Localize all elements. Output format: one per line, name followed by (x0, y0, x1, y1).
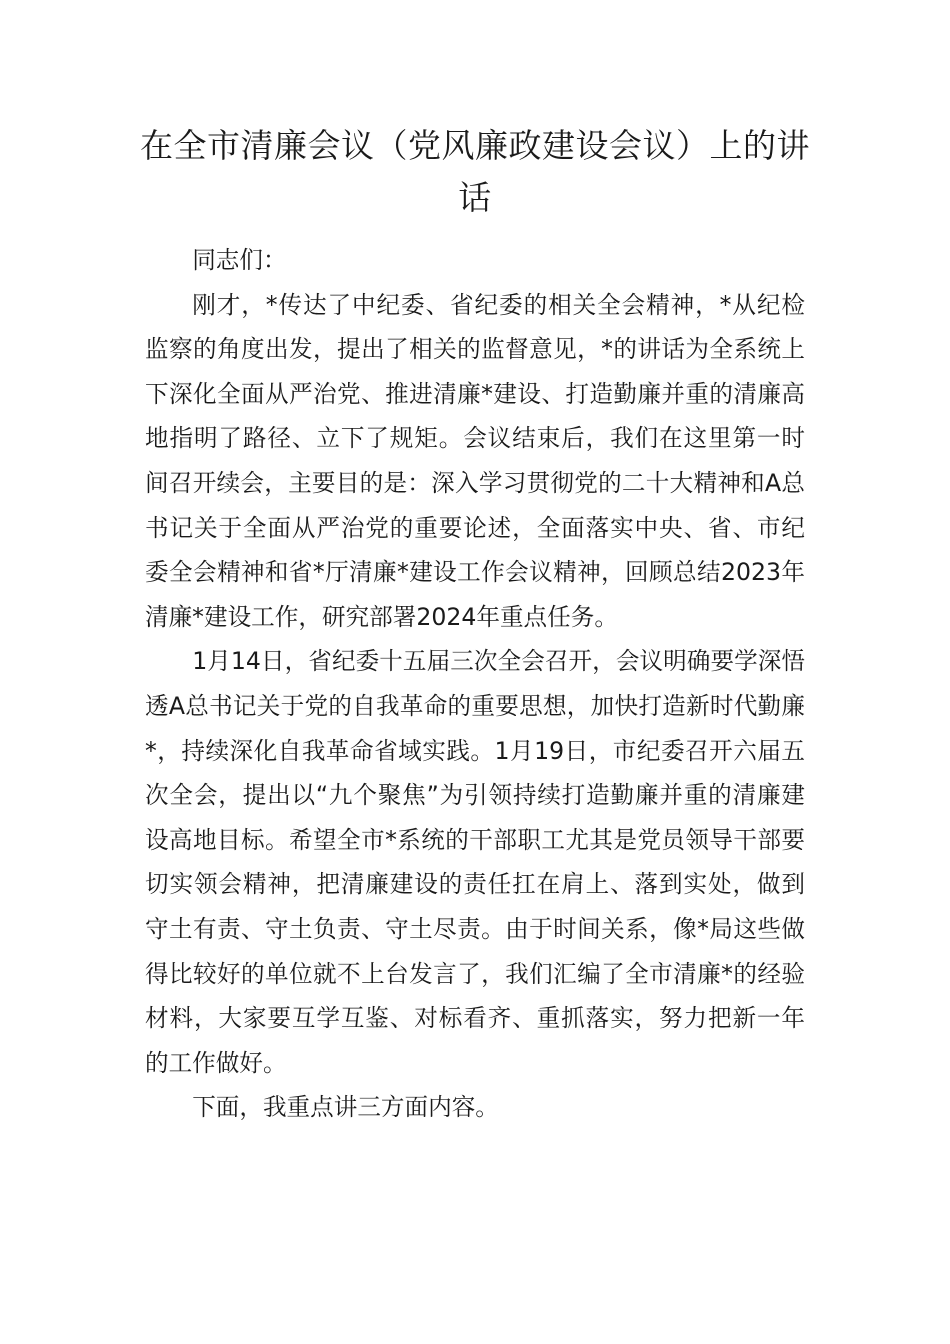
salutation: 同志们： (192, 246, 287, 274)
paragraph-3: 下面，我重点讲三方面内容。 (192, 1093, 499, 1122)
paragraph-2: 1月14日，省纪委十五届三次全会召开，会议明确要学深悟透A总书记关于党的自我革命的重要思想，加快打造新时代勤廉*，持续深化自我革命省域实践。1月19日，市纪委召开六届五次全会，提出以“九个聚焦”为引领持续打造勤廉并重的清廉建设高地目标。希望全市*系统的干部职工尤其是党员领导干部要切实领会精神，把清廉建设的责任扛在肩上、落到实处，做到守土有责、守土负责、守土尽责。由于时间关系，像*局这些做得比较好的单位就不上台发言了，我们汇编了全市清廉*的经验材料，大家要互学互鉴、对标看齐、重抓落实，努力把新一年的工作做好。 (145, 647, 805, 1077)
paragraph-1: 刚才，*传达了中纪委、省纪委的相关全会精神，*从纪检监察的角度出发，提出了相关的监督意见，*的讲话为全系统上下深化全面从严治党、推进清廉*建设、打造勤廉并重的清廉高地指明了路径、立下了规矩。会议结束后，我们在这里第一时间召开续会，主要目的是：深入学习贯彻党的二十大精神和A总书记关于全面从严治党的重要论述，全面落实中央、省、市纪委全会精神和省*厅清廉*建设工作会议精神，回顾总结2023年清廉*建设工作，研究部署2024年重点任务。 (145, 290, 805, 631)
document-title: 在全市清廉会议（党风廉政建设会议）上的讲话 (140, 126, 810, 217)
document-body (145, 238, 805, 1130)
